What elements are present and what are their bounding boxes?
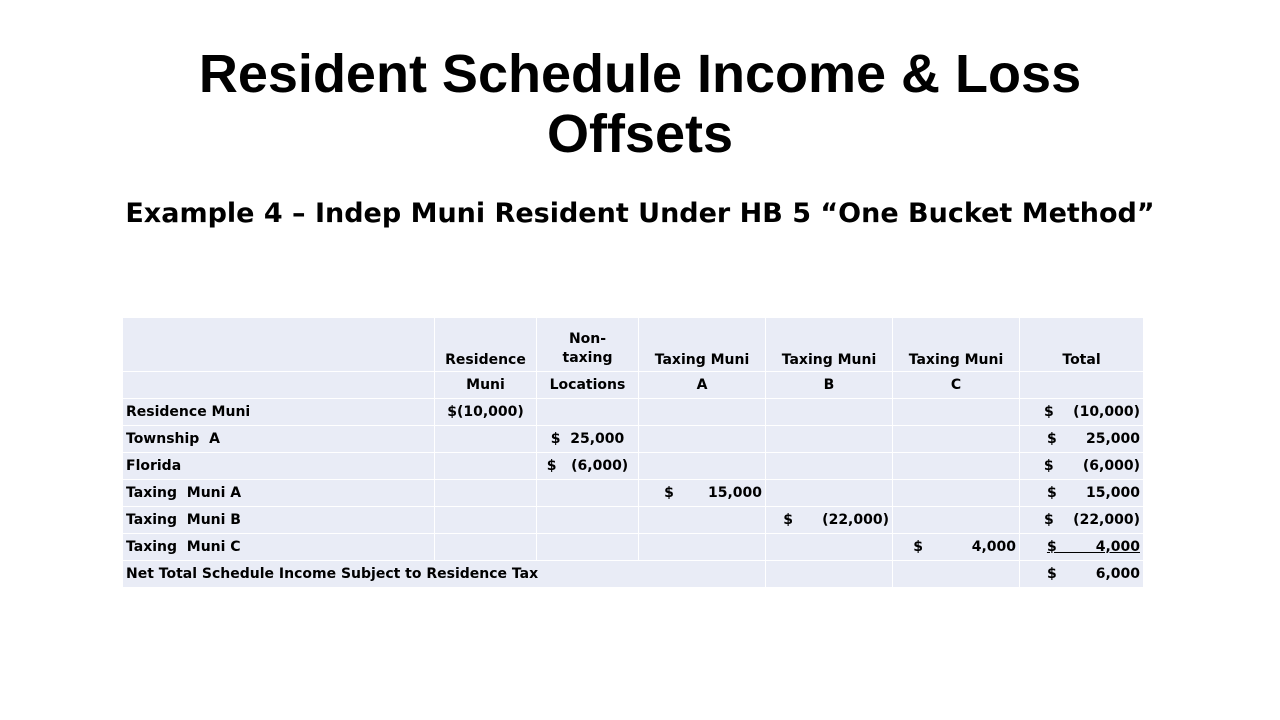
net-total-row [123, 561, 1144, 588]
cell-nontaxing [537, 507, 639, 534]
cell-taxing-c [893, 534, 1020, 561]
row-label-text: Taxing Muni B [126, 512, 241, 528]
slide-title: Resident Schedule Income & Loss Offsets [198, 44, 1082, 164]
table-row [123, 399, 1144, 426]
cell-total [1020, 534, 1144, 561]
cell-residence [435, 426, 537, 453]
table-body [123, 399, 1144, 561]
header-cell-taxing-b: B [766, 372, 893, 399]
cell-nontaxing [537, 534, 639, 561]
cell-taxing-b [766, 480, 893, 507]
header-cell-taxing-a: Taxing Muni [639, 318, 766, 372]
table-row [123, 534, 1144, 561]
cell-total [1020, 426, 1144, 453]
cell-taxing-b [766, 453, 893, 480]
cell-total-text: $ (6,000) [1043, 458, 1140, 474]
row-label-text: Taxing Muni C [126, 539, 241, 555]
cell-total-text: $ (10,000) [1043, 404, 1140, 420]
header-cell-taxing-a: A [639, 372, 766, 399]
cell-nontaxing [537, 426, 639, 453]
row-label-text: Residence Muni [126, 404, 251, 420]
header-cell-taxing-c: C [893, 372, 1020, 399]
cell-taxing-a [639, 534, 766, 561]
header-nontaxing-line2: taxing [562, 350, 613, 366]
row-label [123, 453, 435, 480]
cell-residence [435, 507, 537, 534]
cell-taxing-b [766, 426, 893, 453]
cell-taxing-c [893, 480, 1020, 507]
cell-taxing-c-text: $ 4,000 [913, 539, 1016, 555]
header-cell-nontaxing: Locations [537, 372, 639, 399]
cell-total [1020, 480, 1144, 507]
header-cell-total [1020, 372, 1144, 399]
table-row [123, 426, 1144, 453]
row-label-text: Township A [126, 431, 220, 447]
cell-taxing-a [639, 426, 766, 453]
table-row [123, 453, 1144, 480]
header-cell-taxing-b: Taxing Muni [766, 318, 893, 372]
header-row [123, 318, 1144, 372]
cell-residence [435, 480, 537, 507]
cell-taxing-a-text: $ 15,000 [664, 485, 762, 501]
cell-taxing-a [639, 399, 766, 426]
row-label [123, 399, 435, 426]
cell-total [1020, 399, 1144, 426]
cell-taxing-a [639, 480, 766, 507]
cell-nontaxing-text: $ (6,000) [546, 458, 629, 474]
row-label-text: Taxing Muni A [126, 485, 242, 501]
cell-taxing-b-text: $ (22,000) [783, 512, 889, 528]
row-label [123, 534, 435, 561]
cell-taxing-c [893, 453, 1020, 480]
cell-residence-text: $(10,000) [447, 404, 524, 420]
cell-total [1020, 507, 1144, 534]
schedule-table [122, 317, 1144, 588]
slide-subtitle: Example 4 – Indep Muni Resident Under HB 5 “One Bucket Method” [125, 198, 1155, 229]
row-label [123, 426, 435, 453]
table-row [123, 507, 1144, 534]
header-cell-nontaxing [537, 318, 639, 372]
cell-total-text: $ 25,000 [1046, 431, 1140, 447]
header-row [123, 372, 1144, 399]
cell-total [1020, 453, 1144, 480]
cell-residence [435, 453, 537, 480]
header-cell-total: Total [1020, 318, 1144, 372]
cell-taxing-c [893, 426, 1020, 453]
net-total-label: Net Total Schedule Income Subject to Residence Tax [123, 561, 766, 588]
cell-residence [435, 399, 537, 426]
cell-nontaxing [537, 480, 639, 507]
row-label [123, 480, 435, 507]
net-total-value: $ 6,000 [1020, 561, 1144, 588]
cell-nontaxing [537, 399, 639, 426]
table-cell [766, 561, 893, 588]
cell-total-text: $ 4,000 [1046, 539, 1140, 555]
header-cell-residence: Residence [435, 318, 537, 372]
table-cell [893, 561, 1020, 588]
header-cell-label [123, 372, 435, 399]
cell-taxing-a [639, 453, 766, 480]
row-label-text: Florida [126, 458, 182, 474]
row-label [123, 507, 435, 534]
cell-nontaxing-text: $ 25,000 [550, 431, 625, 447]
header-nontaxing-line1: Non- [568, 331, 607, 347]
cell-nontaxing [537, 453, 639, 480]
cell-taxing-c [893, 399, 1020, 426]
cell-taxing-c [893, 507, 1020, 534]
cell-taxing-a [639, 507, 766, 534]
header-cell-taxing-c: Taxing Muni [893, 318, 1020, 372]
cell-total-text: $ 15,000 [1046, 485, 1140, 501]
header-cell-residence: Muni [435, 372, 537, 399]
cell-total-text: $ (22,000) [1043, 512, 1140, 528]
cell-residence [435, 534, 537, 561]
cell-taxing-b [766, 399, 893, 426]
cell-taxing-b [766, 534, 893, 561]
table-row [123, 480, 1144, 507]
cell-taxing-b [766, 507, 893, 534]
header-cell-label [123, 318, 435, 372]
